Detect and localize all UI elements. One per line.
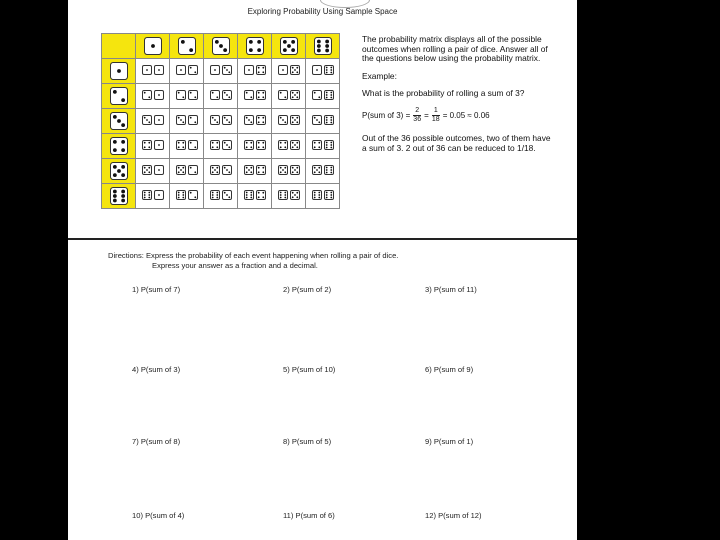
dice-pair — [278, 165, 300, 175]
matrix-row — [102, 109, 340, 134]
outcome-cell — [204, 59, 238, 84]
die-1-icon — [154, 115, 164, 125]
die-5-icon — [210, 165, 220, 175]
die-4-icon — [142, 140, 152, 150]
outcome-cell — [136, 84, 170, 109]
example-label: Example: — [362, 70, 397, 81]
outcome-cell — [136, 159, 170, 184]
die-6-icon — [324, 65, 334, 75]
die-3-icon — [222, 140, 232, 150]
question-3: 3) P(sum of 11) — [425, 285, 477, 294]
die-1-icon — [154, 165, 164, 175]
dice-pair — [244, 90, 266, 100]
die-3-icon — [176, 115, 186, 125]
dice-pair — [312, 115, 334, 125]
die-4-icon — [210, 140, 220, 150]
outcome-cell — [272, 109, 306, 134]
matrix-row-die — [102, 134, 136, 159]
die-4-icon — [278, 140, 288, 150]
outcome-cell — [272, 184, 306, 209]
die-1-icon — [144, 37, 162, 55]
outcome-cell — [306, 134, 340, 159]
matrix-row — [102, 159, 340, 184]
dice-pair — [278, 65, 300, 75]
die-5-icon — [142, 165, 152, 175]
matrix-header-die — [238, 34, 272, 59]
matrix-header-die — [136, 34, 170, 59]
dice-pair — [176, 65, 198, 75]
outcome-cell — [170, 184, 204, 209]
die-3-icon — [210, 115, 220, 125]
die-6-icon — [278, 190, 288, 200]
die-6-icon — [244, 190, 254, 200]
outcome-cell — [170, 59, 204, 84]
worksheet-page — [68, 0, 577, 540]
outcome-cell — [238, 109, 272, 134]
fraction-denominator: 18 — [431, 115, 440, 123]
die-2-icon — [312, 90, 322, 100]
dice-pair — [210, 65, 232, 75]
die-2-icon — [188, 90, 198, 100]
equals-sign: = — [424, 110, 429, 120]
formula-lhs: P(sum of 3) = — [362, 110, 411, 120]
die-1-icon — [176, 65, 186, 75]
dice-pair — [244, 65, 266, 75]
die-2-icon — [178, 37, 196, 55]
dice-pair — [210, 90, 232, 100]
die-1-icon — [278, 65, 288, 75]
die-2-icon — [188, 115, 198, 125]
matrix-header-die — [272, 34, 306, 59]
outcome-cell — [306, 184, 340, 209]
die-5-icon — [290, 140, 300, 150]
die-3-icon — [222, 115, 232, 125]
die-5-icon — [110, 162, 128, 180]
outcome-cell — [170, 109, 204, 134]
dice-pair — [210, 115, 232, 125]
outcome-cell — [136, 184, 170, 209]
die-5-icon — [290, 65, 300, 75]
dice-pair — [142, 65, 164, 75]
dice-pair — [278, 90, 300, 100]
question-7: 7) P(sum of 8) — [132, 437, 181, 446]
die-5-icon — [176, 165, 186, 175]
die-6-icon — [110, 187, 128, 205]
die-2-icon — [188, 165, 198, 175]
outcome-cell — [204, 109, 238, 134]
die-5-icon — [290, 90, 300, 100]
die-4-icon — [110, 137, 128, 155]
dice-pair — [142, 90, 164, 100]
fraction-numerator: 1 — [433, 106, 438, 114]
section-divider — [68, 238, 577, 240]
die-5-icon — [280, 37, 298, 55]
dice-pair — [244, 190, 266, 200]
matrix-row-die — [102, 109, 136, 134]
die-3-icon — [278, 115, 288, 125]
fraction-numerator: 2 — [415, 106, 420, 114]
die-1-icon — [154, 65, 164, 75]
outcome-cell — [204, 159, 238, 184]
outcome-cell — [204, 184, 238, 209]
example-question: What is the probability of rolling a sum of 3? — [362, 88, 525, 99]
outcome-cell — [238, 134, 272, 159]
directions-line-1: Directions: Express the probability of each event happening when rolling a pair of dice. — [108, 251, 399, 260]
die-6-icon — [312, 190, 322, 200]
outcome-cell — [238, 59, 272, 84]
matrix-corner — [102, 34, 136, 59]
dice-pair — [278, 190, 300, 200]
die-4-icon — [244, 140, 254, 150]
die-3-icon — [244, 115, 254, 125]
dice-pair — [176, 165, 198, 175]
die-2-icon — [142, 90, 152, 100]
die-6-icon — [324, 90, 334, 100]
dice-pair — [312, 90, 334, 100]
dice-pair — [244, 115, 266, 125]
die-5-icon — [290, 165, 300, 175]
die-2-icon — [278, 90, 288, 100]
matrix-row-die — [102, 59, 136, 84]
example-formula — [362, 107, 552, 124]
outcome-cell — [170, 159, 204, 184]
dice-pair — [312, 165, 334, 175]
question-8: 8) P(sum of 5) — [283, 437, 332, 446]
outcome-cell — [306, 109, 340, 134]
outcome-cell — [170, 134, 204, 159]
matrix-row — [102, 59, 340, 84]
die-6-icon — [324, 165, 334, 175]
die-1-icon — [244, 65, 254, 75]
die-6-icon — [210, 190, 220, 200]
fraction-denominator: 36 — [413, 115, 422, 123]
dice-pair — [278, 115, 300, 125]
die-3-icon — [222, 65, 232, 75]
die-4-icon — [256, 165, 266, 175]
die-3-icon — [222, 165, 232, 175]
outcome-cell — [306, 84, 340, 109]
outcome-cell — [272, 84, 306, 109]
die-2-icon — [176, 90, 186, 100]
die-5-icon — [290, 190, 300, 200]
die-1-icon — [154, 190, 164, 200]
outcome-cell — [136, 134, 170, 159]
matrix-header-die — [170, 34, 204, 59]
fraction-1-18 — [432, 107, 440, 124]
dice-pair — [312, 190, 334, 200]
dice-pair — [142, 115, 164, 125]
die-4-icon — [176, 140, 186, 150]
dice-pair — [210, 165, 232, 175]
die-5-icon — [278, 165, 288, 175]
matrix-row-die — [102, 159, 136, 184]
page-title: Exploring Probability Using Sample Space — [247, 7, 398, 16]
outcome-cell — [170, 84, 204, 109]
die-3-icon — [212, 37, 230, 55]
die-2-icon — [188, 65, 198, 75]
dice-pair — [142, 140, 164, 150]
die-3-icon — [222, 90, 232, 100]
question-2: 2) P(sum of 2) — [283, 285, 332, 294]
die-1-icon — [154, 140, 164, 150]
matrix-row — [102, 134, 340, 159]
die-5-icon — [244, 165, 254, 175]
dice-pair — [210, 140, 232, 150]
outcome-cell — [238, 159, 272, 184]
outcome-cell — [272, 59, 306, 84]
dice-pair — [176, 90, 198, 100]
die-6-icon — [324, 140, 334, 150]
matrix-header-die — [204, 34, 238, 59]
dice-pair — [312, 65, 334, 75]
die-2-icon — [244, 90, 254, 100]
dice-pair — [176, 190, 198, 200]
probability-matrix — [101, 33, 340, 209]
die-2-icon — [210, 90, 220, 100]
dice-pair — [176, 115, 198, 125]
dice-pair — [278, 140, 300, 150]
matrix-row — [102, 184, 340, 209]
outcome-cell — [272, 159, 306, 184]
outcome-cell — [272, 134, 306, 159]
matrix-row-die — [102, 184, 136, 209]
die-1-icon — [110, 62, 128, 80]
question-11: 11) P(sum of 6) — [283, 511, 335, 520]
die-4-icon — [256, 115, 266, 125]
explanation-panel — [362, 35, 552, 161]
die-3-icon — [110, 112, 128, 130]
die-6-icon — [176, 190, 186, 200]
question-9: 9) P(sum of 1) — [425, 437, 474, 446]
matrix-header-die — [306, 34, 340, 59]
question-10: 10) P(sum of 4) — [132, 511, 185, 520]
outcome-cell — [136, 59, 170, 84]
dice-pair — [312, 140, 334, 150]
fraction-2-36 — [413, 107, 421, 124]
die-4-icon — [256, 90, 266, 100]
outcome-cell — [204, 84, 238, 109]
directions — [108, 251, 398, 270]
die-3-icon — [312, 115, 322, 125]
die-1-icon — [312, 65, 322, 75]
matrix-header-row — [102, 34, 340, 59]
matrix-row-die — [102, 84, 136, 109]
matrix-row — [102, 84, 340, 109]
outcome-cell — [238, 84, 272, 109]
die-4-icon — [256, 190, 266, 200]
question-12: 12) P(sum of 12) — [425, 511, 482, 520]
question-5: 5) P(sum of 10) — [283, 365, 336, 374]
dice-pair — [210, 190, 232, 200]
dice-pair — [142, 165, 164, 175]
die-6-icon — [142, 190, 152, 200]
die-4-icon — [256, 65, 266, 75]
die-4-icon — [256, 140, 266, 150]
die-6-icon — [324, 190, 334, 200]
die-2-icon — [188, 190, 198, 200]
die-3-icon — [222, 190, 232, 200]
die-4-icon — [246, 37, 264, 55]
outcome-cell — [238, 184, 272, 209]
die-2-icon — [110, 87, 128, 105]
die-5-icon — [290, 115, 300, 125]
die-1-icon — [210, 65, 220, 75]
directions-line-2: Express your answer as a fraction and a decimal. — [152, 260, 318, 270]
question-4: 4) P(sum of 3) — [132, 365, 181, 374]
die-6-icon — [314, 37, 332, 55]
outcome-cell — [306, 59, 340, 84]
outcome-cell — [204, 134, 238, 159]
dice-pair — [142, 190, 164, 200]
dice-pair — [176, 140, 198, 150]
dice-pair — [244, 165, 266, 175]
die-4-icon — [312, 140, 322, 150]
die-6-icon — [324, 115, 334, 125]
conclusion-text: Out of the 36 possible outcomes, two of them have a sum of 3. 2 out of 36 can be reduced to 1/18. — [362, 132, 551, 153]
die-5-icon — [312, 165, 322, 175]
question-6: 6) P(sum of 9) — [425, 365, 474, 374]
formula-rhs: = 0.05 ≈ 0.06 — [442, 110, 490, 120]
intro-text: The probability matrix displays all of the possible outcomes when rolling a pair of dice. Answer all of the questions below using the probability matrix. — [362, 34, 548, 64]
outcome-cell — [306, 159, 340, 184]
question-1: 1) P(sum of 7) — [132, 285, 181, 294]
die-1-icon — [154, 90, 164, 100]
die-1-icon — [142, 65, 152, 75]
die-2-icon — [188, 140, 198, 150]
die-3-icon — [142, 115, 152, 125]
dice-pair — [244, 140, 266, 150]
outcome-cell — [136, 109, 170, 134]
